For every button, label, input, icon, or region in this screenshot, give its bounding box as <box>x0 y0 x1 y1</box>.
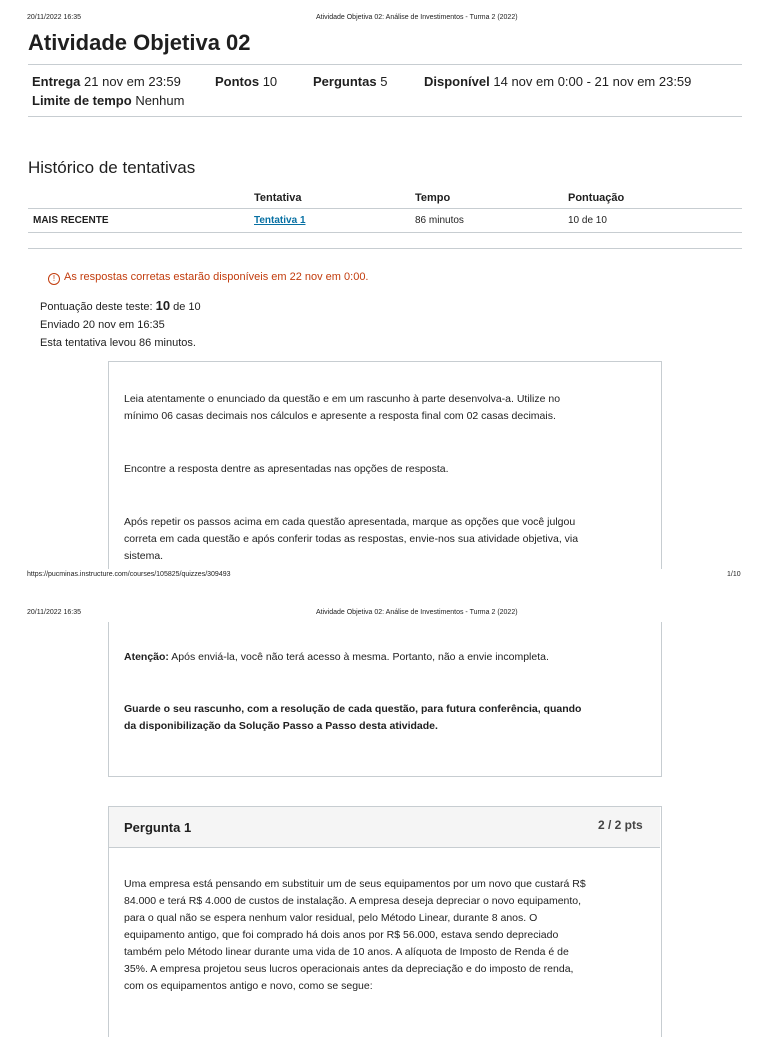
page-title: Atividade Objetiva 02 <box>28 30 251 55</box>
submitted-at: Enviado 20 nov em 16:35 <box>40 319 165 331</box>
instruction-line: Leia atentamente o enunciado da questão e em um rascunho à parte desenvolva-a. Utilize no <box>124 393 561 405</box>
divider <box>28 116 742 117</box>
question-text-line: para o qual não se espera nenhum valor residual, pelo Método Linear, durante 8 anos. O <box>124 912 538 924</box>
question-title: Pergunta 1 <box>124 820 192 835</box>
instruction-line: correta em cada questão e após conferir todas as respostas, envie-nos sua atividade objetiva, via <box>124 533 579 545</box>
print-doc-title: Atividade Objetiva 02: Análise de Investimentos - Turma 2 (2022) <box>316 14 518 21</box>
warning-icon: ! <box>48 273 60 285</box>
attempt-link[interactable]: Tentativa 1 <box>254 215 306 226</box>
col-time: Tempo <box>415 192 451 204</box>
col-attempt: Tentativa <box>254 192 302 204</box>
questions-info: Perguntas 5 <box>313 74 388 89</box>
question-text-line: 84.000 e terá R$ 4.000 de custos de instalação. A empresa deseja depreciar o novo equipamento, <box>124 895 582 907</box>
answers-notice: ! As respostas corretas estarão disponíveis em 22 nov em 0:00. <box>48 271 369 285</box>
guard-note-line: da disponibilização da Solução Passo a Passo desta atividade. <box>124 720 438 732</box>
col-score: Pontuação <box>568 192 625 204</box>
instruction-line: sistema. <box>124 550 164 562</box>
page-number: 1/10 <box>727 571 741 578</box>
instruction-line: Encontre a resposta dentre as apresentadas nas opções de resposta. <box>124 463 449 475</box>
question-text-line: 35%. A empresa projetou seus lucros operacionais antes da depreciação e do imposto de renda, <box>124 963 574 975</box>
guard-note-line: Guarde o seu rascunho, com a resolução de cada questão, para futura conferência, quando <box>124 703 582 715</box>
due-date: Entrega 21 nov em 23:59 <box>32 74 181 89</box>
question-text-line: equipamento antigo, que foi comprado há dois anos por R$ 56.000, estava sendo depreciado <box>124 929 559 941</box>
points-info: Pontos 10 <box>215 74 278 89</box>
table-divider <box>28 208 742 209</box>
history-heading: Histórico de tentativas <box>28 158 196 177</box>
question-text-line: com os equipamentos antigo e novo, como se segue: <box>124 980 373 992</box>
question-text-line: Uma empresa está pensando em substituir um de seus equipamentos por um novo que custará R$ <box>124 878 586 890</box>
print-date: 20/11/2022 16:35 <box>27 14 81 21</box>
time-limit: Limite de tempo Nenhum <box>32 93 185 108</box>
divider <box>28 248 742 249</box>
print-url: https://pucminas.instructure.com/courses/105825/quizzes/309493 <box>27 571 231 578</box>
instruction-line: mínimo 06 casas decimais nos cálculos e apresente a resposta final com 02 casas decimais. <box>124 410 556 422</box>
print-doc-title: Atividade Objetiva 02: Análise de Investimentos - Turma 2 (2022) <box>316 609 518 616</box>
instructions-box-continued <box>108 622 662 777</box>
row-label-most-recent: MAIS RECENTE <box>33 215 109 226</box>
question-text-line: também pelo Método linear durante uma vida de 10 anos. A alíquota de Imposto de Renda é de <box>124 946 569 958</box>
page-break <box>0 583 768 601</box>
divider <box>28 64 742 65</box>
question-points: 2 / 2 pts <box>598 818 643 832</box>
instruction-line: Após repetir os passos acima em cada questão apresentada, marque as opções que você julgou <box>124 516 576 528</box>
availability-info: Disponível 14 nov em 0:00 - 21 nov em 23:59 <box>424 74 692 89</box>
attempt-time: 86 minutos <box>415 215 464 226</box>
attention-note: Atenção: Após enviá-la, você não terá acesso à mesma. Portanto, não a envie incompleta. <box>124 651 549 663</box>
question-header <box>109 807 660 848</box>
print-date: 20/11/2022 16:35 <box>27 609 81 616</box>
test-score: Pontuação deste teste: 10 de 10 <box>40 298 201 313</box>
attempt-score: 10 de 10 <box>568 215 607 226</box>
attempt-duration: Esta tentativa levou 86 minutos. <box>40 337 196 349</box>
table-divider <box>28 232 742 233</box>
